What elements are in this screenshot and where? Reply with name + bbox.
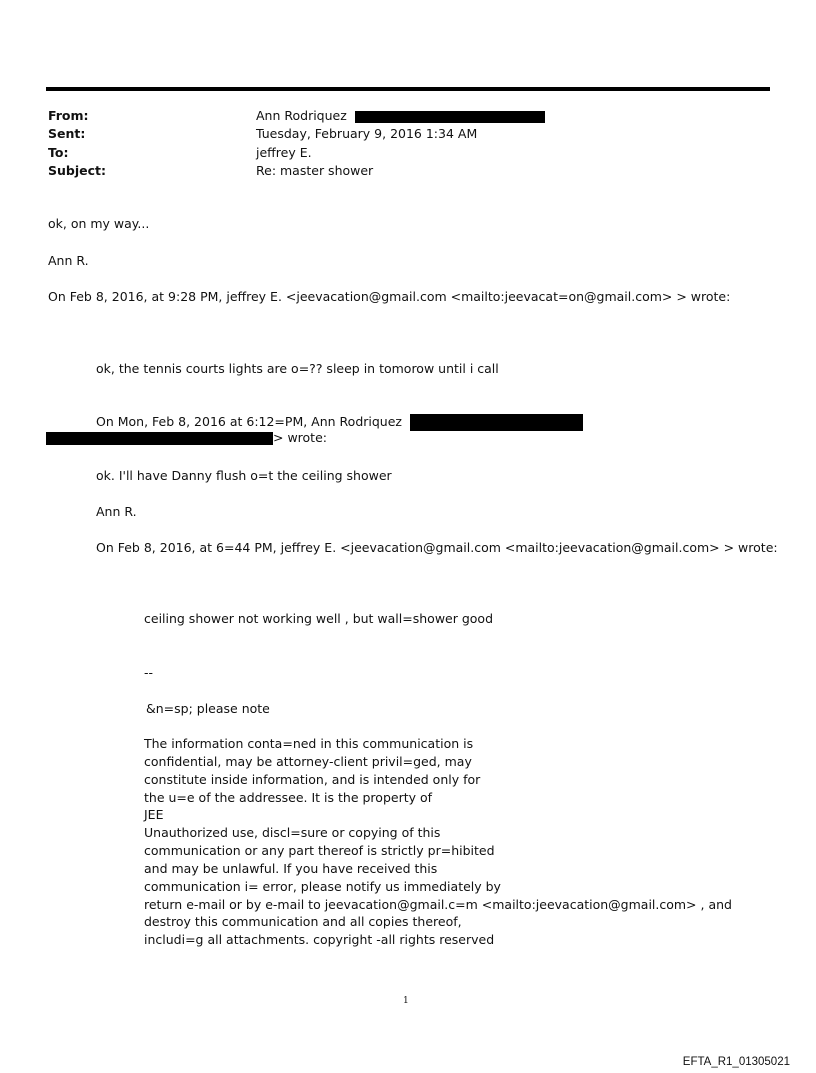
quote2-header-line2 bbox=[46, 430, 327, 446]
quote2-text: ok. I'll have Danny flush o=t the ceiling shower bbox=[96, 468, 392, 483]
disclaimer-line: confidential, may be attorney-client privil=ged, may bbox=[144, 753, 472, 769]
redaction-box bbox=[46, 432, 273, 445]
redaction-box bbox=[410, 414, 583, 431]
sent-label: Sent: bbox=[48, 126, 86, 141]
signature-dash: -- bbox=[144, 665, 154, 680]
reply-signature: Ann R. bbox=[48, 253, 89, 268]
disclaimer-line: includi=g all attachments. copyright -all rights reserved bbox=[144, 932, 495, 948]
quote2-signature: Ann R. bbox=[96, 504, 137, 519]
redaction-box bbox=[355, 111, 545, 123]
quote2-header-wrote: > wrote: bbox=[273, 430, 327, 445]
from-name: Ann Rodriquez bbox=[256, 108, 347, 123]
quote3-text: ceiling shower not working well , but wall=shower good bbox=[144, 611, 494, 626]
disclaimer-line: communication or any part thereof is strictly pr=hibited bbox=[144, 843, 495, 859]
quote1-header: On Feb 8, 2016, at 9:28 PM, jeffrey E. <jeevacation@gmail.com <mailto:jeevacat=on@gmail.com> > wrote: bbox=[48, 289, 731, 304]
subject-value: Re: master shower bbox=[256, 163, 374, 178]
disclaimer-line: return e-mail or by e-mail to jeevacation@gmail.c=m <mailto:jeevacation@gmail.com> , and bbox=[144, 896, 732, 912]
from-label: From: bbox=[48, 108, 89, 123]
disclaimer-line: the u=e of the addressee. It is the property of bbox=[144, 789, 433, 805]
reply-text: ok, on my way... bbox=[48, 216, 150, 231]
disclaimer-line: The information conta=ned in this communication is bbox=[144, 736, 474, 751]
document-id: EFTA_R1_01305021 bbox=[682, 1056, 790, 1068]
quote3-header: On Feb 8, 2016, at 6=44 PM, jeffrey E. <jeevacation@gmail.com <mailto:jeevacation@gmail.com> > wrote: bbox=[96, 540, 778, 555]
to-value: jeffrey E. bbox=[256, 145, 312, 160]
disclaimer-line: destroy this communication and all copies thereof, bbox=[144, 914, 462, 930]
subject-label: Subject: bbox=[48, 163, 106, 178]
from-value bbox=[256, 108, 545, 124]
to-label: To: bbox=[48, 145, 69, 160]
sent-value: Tuesday, February 9, 2016 1:34 AM bbox=[256, 126, 478, 141]
disclaimer-line: JEE bbox=[144, 807, 164, 823]
disclaimer-line: constitute inside information, and is intended only for bbox=[144, 771, 481, 787]
page-number: 1 bbox=[403, 996, 409, 1006]
quote2-header-line1 bbox=[96, 414, 583, 431]
header-rule bbox=[46, 87, 770, 91]
disclaimer-line: Unauthorized use, discl=sure or copying of this bbox=[144, 825, 441, 841]
disclaimer-line: and may be unlawful. If you have received this bbox=[144, 860, 438, 876]
quote2-header-text: On Mon, Feb 8, 2016 at 6:12=PM, Ann Rodriquez bbox=[96, 414, 402, 429]
quote1-text: ok, the tennis courts lights are o=?? sleep in tomorow until i call bbox=[96, 361, 499, 376]
please-note: &n=sp; please note bbox=[146, 701, 270, 716]
disclaimer-line: communication i= error, please notify us immediately by bbox=[144, 878, 501, 894]
disclaimer-block bbox=[144, 735, 732, 949]
